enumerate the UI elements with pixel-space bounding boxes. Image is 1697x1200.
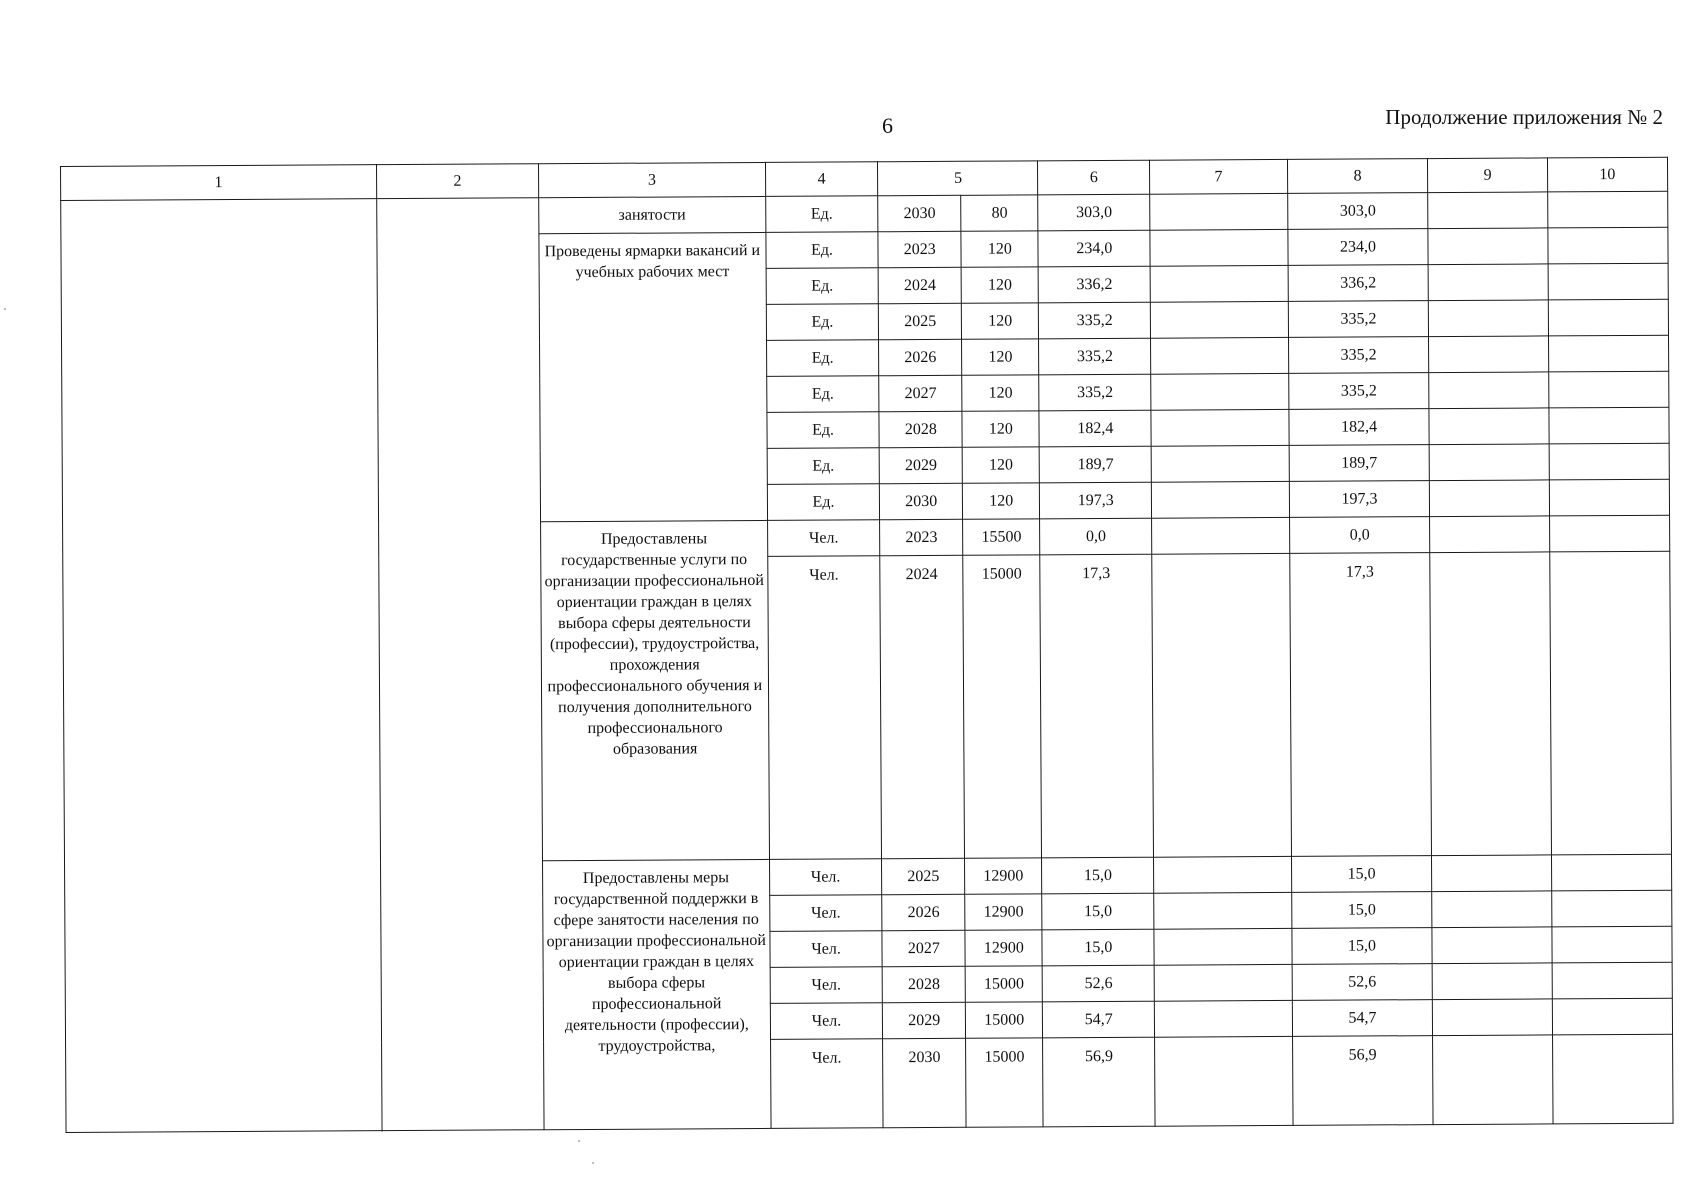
col6-value: 197,3 <box>1040 482 1152 519</box>
col7-cell <box>1154 856 1292 893</box>
col7-cell <box>1151 409 1289 446</box>
col8-value: 15,0 <box>1291 892 1432 929</box>
year-cell: 2023 <box>880 519 963 555</box>
col7-cell <box>1150 193 1288 230</box>
unit-cell: Ед. <box>767 448 880 485</box>
row-description: Предоставлены меры государственной поддержки в сфере занятости населения по организации профессиональной ориентации граждан в целях выбора сферы профессиональной деятельности (профессии), трудоустройства, <box>543 859 771 1129</box>
quantity-cell: 15000 <box>965 966 1043 1002</box>
col10-cell <box>1552 1034 1673 1124</box>
col2-cell <box>377 198 545 1131</box>
col6-value: 182,4 <box>1039 410 1151 447</box>
quantity-cell: 15000 <box>963 555 1042 858</box>
col7-cell <box>1152 517 1290 554</box>
col6-value: 336,2 <box>1039 266 1151 303</box>
col-header-3: 3 <box>539 162 766 197</box>
col10-cell <box>1552 926 1673 963</box>
quantity-cell: 120 <box>962 411 1040 447</box>
col-header-2: 2 <box>376 164 538 199</box>
col9-cell <box>1429 300 1548 337</box>
col9-cell <box>1429 372 1548 409</box>
col8-value: 182,4 <box>1289 409 1430 446</box>
col10-cell <box>1549 479 1670 516</box>
col10-cell <box>1552 998 1673 1035</box>
col6-value: 54,7 <box>1043 1001 1155 1038</box>
col7-cell <box>1155 1036 1293 1126</box>
col7-cell <box>1150 229 1288 266</box>
quantity-cell: 15500 <box>963 519 1041 555</box>
appendix-table <box>60 157 1674 1133</box>
unit-cell: Чел. <box>770 967 883 1004</box>
col-header-7: 7 <box>1150 159 1288 194</box>
year-cell: 2026 <box>879 339 962 375</box>
year-cell: 2025 <box>879 303 962 339</box>
col7-cell <box>1155 1000 1293 1037</box>
col6-value: 15,0 <box>1042 857 1154 894</box>
col-header-6: 6 <box>1038 160 1150 195</box>
col9-cell <box>1433 1035 1553 1125</box>
quantity-cell: 120 <box>961 267 1039 303</box>
col9-cell <box>1430 480 1549 517</box>
col9-cell <box>1428 264 1547 301</box>
col10-cell <box>1549 515 1670 552</box>
col6-value: 335,2 <box>1039 302 1151 339</box>
col8-value: 54,7 <box>1292 1000 1433 1037</box>
col-header-5: 5 <box>878 161 1038 196</box>
col6-value: 0,0 <box>1040 518 1152 555</box>
quantity-cell: 120 <box>962 375 1040 411</box>
col10-cell <box>1549 407 1670 444</box>
scan-speck <box>4 308 6 310</box>
unit-cell: Ед. <box>766 232 879 269</box>
col-header-1: 1 <box>61 165 377 201</box>
col10-cell <box>1548 263 1669 300</box>
col9-cell <box>1433 999 1552 1036</box>
col6-value: 17,3 <box>1040 554 1153 858</box>
year-cell: 2028 <box>879 411 962 447</box>
quantity-cell: 12900 <box>965 930 1043 966</box>
col7-cell <box>1154 964 1292 1001</box>
unit-cell: Ед. <box>766 268 879 305</box>
col6-value: 335,2 <box>1039 374 1151 411</box>
year-cell: 2027 <box>882 930 965 966</box>
col9-cell <box>1430 552 1551 856</box>
col8-value: 52,6 <box>1292 964 1433 1001</box>
year-cell: 2028 <box>883 966 966 1002</box>
col8-value: 335,2 <box>1288 301 1429 338</box>
col9-cell <box>1428 192 1547 229</box>
col7-cell <box>1151 337 1289 374</box>
unit-cell: Ед. <box>766 304 879 341</box>
col9-cell <box>1429 408 1548 445</box>
col8-value: 303,0 <box>1287 193 1428 230</box>
col8-value: 234,0 <box>1288 229 1429 266</box>
col8-value: 189,7 <box>1289 445 1430 482</box>
col10-cell <box>1548 371 1669 408</box>
col7-cell <box>1152 481 1290 518</box>
year-cell: 2030 <box>880 483 963 519</box>
continuation-title: Продолжение приложения № 2 <box>1385 105 1663 129</box>
unit-cell: Чел. <box>770 1039 883 1129</box>
col6-value: 303,0 <box>1038 194 1150 231</box>
col8-value: 335,2 <box>1288 337 1429 374</box>
col-header-10: 10 <box>1547 157 1668 192</box>
scan-speck <box>592 1162 594 1164</box>
unit-cell: Чел. <box>769 895 882 932</box>
quantity-cell: 120 <box>962 447 1040 483</box>
quantity-cell: 120 <box>962 483 1040 519</box>
year-cell: 2024 <box>879 267 962 303</box>
col9-cell <box>1432 891 1551 928</box>
year-cell: 2027 <box>879 375 962 411</box>
row-description: Проведены ярмарки вакансий и учебных рабочих мест <box>539 232 767 521</box>
col8-value: 197,3 <box>1289 481 1430 518</box>
page-number: 6 <box>882 113 893 138</box>
year-cell: 2025 <box>882 858 965 894</box>
year-cell: 2023 <box>878 231 961 267</box>
quantity-cell: 120 <box>961 303 1039 339</box>
quantity-cell: 15000 <box>966 1038 1044 1127</box>
unit-cell: Ед. <box>767 412 880 449</box>
col8-value: 17,3 <box>1289 553 1431 857</box>
col-header-9: 9 <box>1428 158 1547 193</box>
col6-value: 335,2 <box>1039 338 1151 375</box>
quantity-cell: 12900 <box>965 858 1043 894</box>
col6-value: 15,0 <box>1042 893 1154 930</box>
col7-cell <box>1151 445 1289 482</box>
col6-value: 234,0 <box>1038 230 1150 267</box>
col6-value: 52,6 <box>1043 965 1155 1002</box>
col8-value: 56,9 <box>1292 1036 1433 1126</box>
col10-cell <box>1549 551 1671 855</box>
col10-cell <box>1551 890 1672 927</box>
col-header-4: 4 <box>765 162 878 197</box>
col8-value: 15,0 <box>1291 856 1432 893</box>
col6-value: 15,0 <box>1042 929 1154 966</box>
unit-cell: Ед. <box>766 376 879 413</box>
col9-cell <box>1430 444 1549 481</box>
quantity-cell: 15000 <box>965 1002 1043 1038</box>
col10-cell <box>1548 299 1669 336</box>
col-header-8: 8 <box>1287 159 1428 194</box>
unit-cell: Чел. <box>769 859 882 896</box>
col10-cell <box>1547 191 1668 228</box>
col8-value: 336,2 <box>1288 265 1429 302</box>
col8-value: 0,0 <box>1289 517 1430 554</box>
col10-cell <box>1549 443 1670 480</box>
unit-cell: Ед. <box>767 484 880 521</box>
row-description: Предоставлены государственные услуги по организации профессиональной ориентации граждан в целях выбора сферы деятельности (профессии), трудоустройства, прохождения профессионального обучения и получения дополнительного профессионального образования <box>541 520 770 860</box>
col9-cell <box>1430 516 1549 553</box>
col7-cell <box>1154 928 1292 965</box>
col1-cell <box>61 199 382 1133</box>
col10-cell <box>1547 227 1668 264</box>
col7-cell <box>1154 892 1292 929</box>
col8-value: 15,0 <box>1292 928 1433 965</box>
year-cell: 2030 <box>883 1038 966 1127</box>
col7-cell <box>1151 373 1289 410</box>
unit-cell: Чел. <box>770 1003 883 1040</box>
year-cell: 2026 <box>882 894 965 930</box>
quantity-cell: 12900 <box>965 894 1043 930</box>
col7-cell <box>1150 301 1288 338</box>
row-description: занятости <box>539 196 766 233</box>
year-cell: 2029 <box>880 447 963 483</box>
col7-cell <box>1150 265 1288 302</box>
col8-value: 335,2 <box>1288 373 1429 410</box>
quantity-cell: 80 <box>961 195 1039 231</box>
col7-cell <box>1152 553 1291 857</box>
col9-cell <box>1432 963 1551 1000</box>
col10-cell <box>1552 962 1673 999</box>
unit-cell: Чел. <box>767 556 882 860</box>
unit-cell: Чел. <box>770 931 883 968</box>
quantity-cell: 120 <box>961 231 1039 267</box>
unit-cell: Чел. <box>767 520 880 557</box>
col6-value: 189,7 <box>1040 446 1152 483</box>
quantity-cell: 120 <box>962 339 1040 375</box>
col10-cell <box>1548 335 1669 372</box>
unit-cell: Ед. <box>765 196 878 233</box>
year-cell: 2030 <box>878 195 961 231</box>
col9-cell <box>1432 927 1551 964</box>
col9-cell <box>1428 228 1547 265</box>
year-cell: 2024 <box>880 555 964 858</box>
col10-cell <box>1551 854 1672 891</box>
year-cell: 2029 <box>883 1002 966 1038</box>
col9-cell <box>1429 336 1548 373</box>
col6-value: 56,9 <box>1043 1037 1155 1127</box>
col9-cell <box>1432 855 1551 892</box>
unit-cell: Ед. <box>766 340 879 377</box>
scan-speck <box>578 1140 580 1142</box>
